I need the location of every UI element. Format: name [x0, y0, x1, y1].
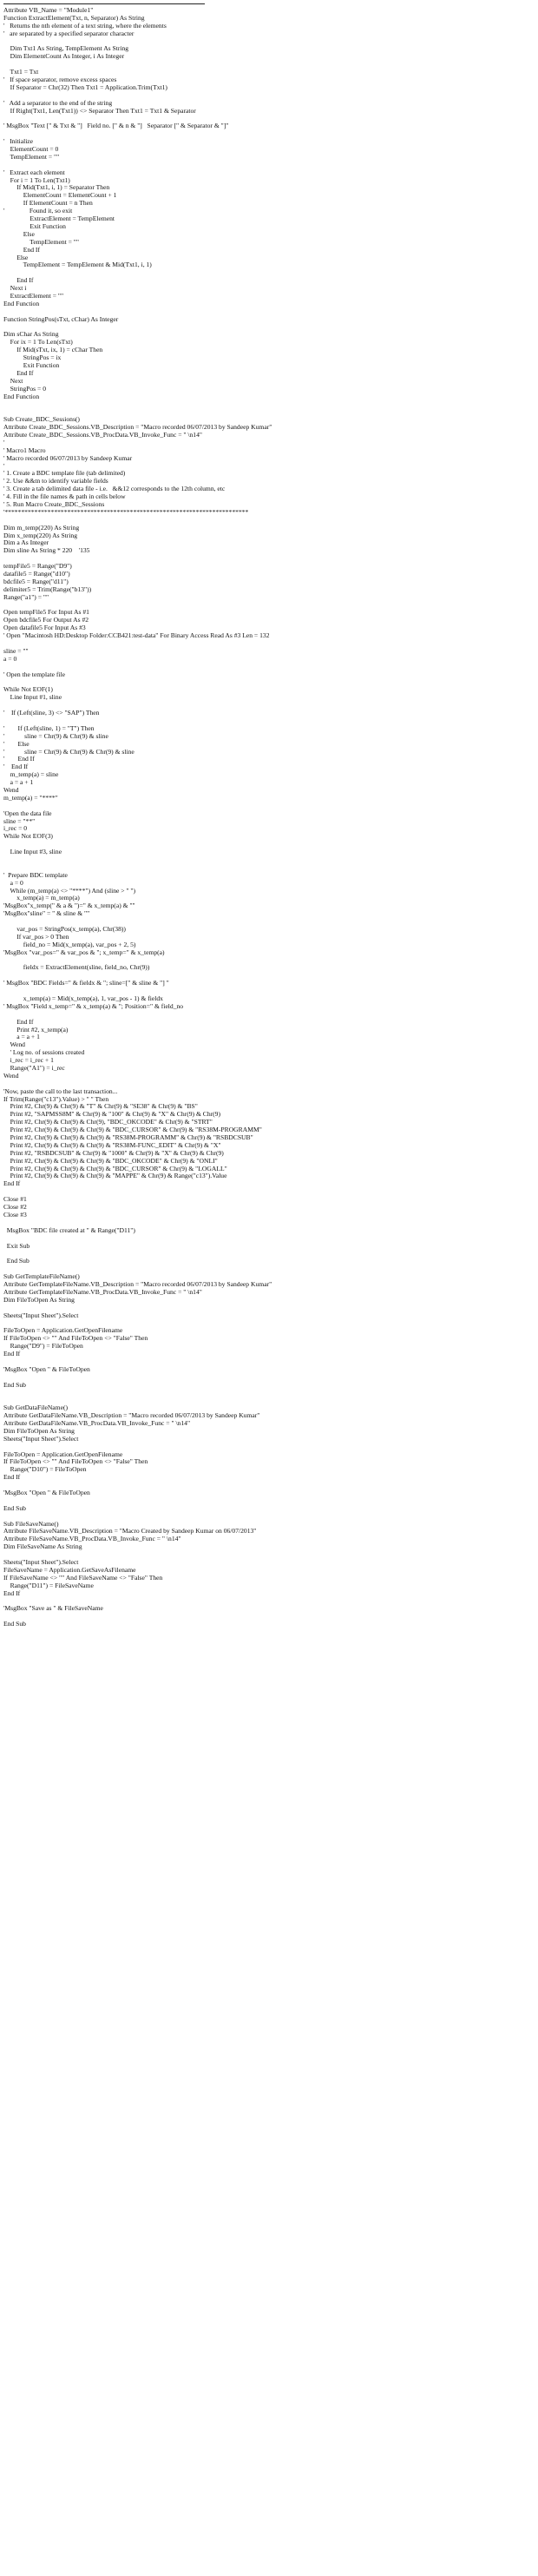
code-line: End Sub: [3, 1504, 26, 1512]
code-line: [3, 408, 535, 416]
code-line: End If: [3, 1180, 21, 1188]
code-line: End If: [3, 246, 40, 254]
code-line: ': [3, 439, 5, 446]
code-line: fieldx = ExtractElement(sline, field_no, Chr(9)): [3, 964, 150, 972]
code-line: ' Prepare BDC template: [3, 871, 68, 879]
code-line: If ElementCount = n Then: [3, 200, 93, 208]
code-line: '**************************************************************************: [3, 508, 249, 516]
code-line: 'MsgBox"x_temp(" & a & ")=" & x_temp(a) & "": [3, 902, 135, 910]
code-line: x_temp(a) = m_temp(a): [3, 895, 80, 902]
code-line: m_temp(a) = "****": [3, 794, 58, 802]
code-line: Line Input #3, sline: [3, 849, 62, 856]
code-line: Dim Txt1 As String, TempElement As String: [3, 45, 129, 53]
code-line: End If: [3, 277, 34, 285]
code-line: Attribute FileSaveName.VB_Description = "Macro Created by Sandeep Kumar on 06/07/2013": [3, 1528, 257, 1536]
code-line: Attribute Create_BDC_Sessions.VB_ProcData.VB_Invoke_Func = " \n14": [3, 431, 202, 439]
code-line: [3, 678, 535, 686]
code-line: Attribute Create_BDC_Sessions.VB_Description = "Macro recorded 06/07/2013 by Sandeep Kumar": [3, 424, 272, 432]
code-line: [3, 1374, 535, 1382]
code-line: Close #3: [3, 1211, 27, 1219]
code-line: ' 1. Create a BDC template file (tab delimited): [3, 470, 126, 478]
code-line: ' MsgBox "Field x_temp=" & x_temp(a) & "; Position=" & field_no: [3, 1002, 184, 1010]
code-line: [3, 38, 535, 46]
code-line: Open bdcfile5 For Output As #2: [3, 617, 89, 624]
code-line: If FileSaveName <> "" And FileSaveName <> "False" Then: [3, 1574, 163, 1582]
code-line: Print #2, Chr(9) & Chr(9) & Chr(9) & "BDC_CURSOR" & Chr(9) & "RS38M-PROGRAMM": [3, 1126, 262, 1134]
code-line: End Sub: [3, 1621, 26, 1628]
code-line: FileToOpen = Application.GetOpenFilename: [3, 1450, 123, 1458]
code-line: MsgBox "BDC file created at " & Range("D11"): [3, 1226, 135, 1234]
code-line: [3, 702, 535, 710]
code-line: If FileToOpen <> "" And FileToOpen <> "False" Then: [3, 1458, 148, 1466]
code-line: [3, 664, 535, 671]
code-line: Range("D11") = FileSaveName: [3, 1582, 94, 1589]
code-line: Print #2, Chr(9) & Chr(9) & Chr(9) & "BDC_OKCODE" & Chr(9) & "ONLI": [3, 1157, 218, 1165]
code-line: ElementCount = ElementCount + 1: [3, 192, 117, 200]
code-line: [3, 717, 535, 725]
code-line: Dim x_temp(220) As String: [3, 532, 78, 539]
top-rule: [3, 3, 205, 4]
code-line: ' If (Left(sline, 1) = "T") Then: [3, 724, 95, 732]
code-line: Else: [3, 230, 35, 238]
code-line: [3, 1319, 535, 1327]
code-line: Next i: [3, 285, 27, 293]
code-line: i_rec = i_rec + 1: [3, 1057, 54, 1065]
code-line: Wend: [3, 786, 19, 794]
code-line: [3, 918, 535, 926]
code-line: ' Open "Macintosh HD:Desktop Folder:CCB421:test-data" For Binary Access Read As #3 Len = 132: [3, 632, 270, 640]
code-line: tempFile5 = Range("D9"): [3, 563, 72, 571]
code-line: x_temp(a) = Mid(x_temp(a), 1, var_pos - 1) & fieldx: [3, 995, 163, 1002]
code-line: a = a + 1: [3, 1034, 40, 1041]
code-line: Dim FileToOpen As String: [3, 1427, 75, 1435]
code-line: [3, 972, 535, 980]
code-line: ' Found it, so exit: [3, 208, 73, 215]
code-line: datafile5 = Range("d10"): [3, 571, 70, 578]
code-line: Next: [3, 377, 23, 385]
code-line: [3, 162, 535, 169]
code-line: [3, 987, 535, 995]
code-line: End If: [3, 369, 34, 377]
code-line: End Function: [3, 393, 40, 400]
code-line: [3, 130, 535, 138]
code-line: Attribute GetTemplateFileName.VB_ProcData.VB_Invoke_Func = " \n14": [3, 1288, 202, 1296]
code-line: Print #2, Chr(9) & Chr(9) & Chr(9) & "RS38M-PROGRAMM" & Chr(9) & "RSBDCSUB": [3, 1134, 253, 1142]
code-line: [3, 1011, 535, 1019]
code-line: Dim ElementCount As Integer, i As Integer: [3, 53, 125, 61]
code-line: [3, 803, 535, 810]
code-line: ' Initialize: [3, 138, 34, 146]
code-line: Sub Create_BDC_Sessions(): [3, 416, 80, 424]
code-line: [3, 517, 535, 525]
code-line: Attribute GetTemplateFileName.VB_Description = "Macro recorded 06/07/2013 by Sandeep Kumar": [3, 1280, 272, 1288]
code-line: If Mid(Txt1, i, 1) = Separator Then: [3, 184, 110, 192]
code-line: 'MsgBox "Open " & FileToOpen: [3, 1489, 90, 1496]
code-line: Wend: [3, 1041, 25, 1049]
code-line: ' Macro recorded 06/07/2013 by Sandeep Kumar: [3, 454, 133, 462]
code-line: StringPos = 0: [3, 385, 47, 393]
code-line: While Not EOF(3): [3, 833, 53, 841]
code-line: Open datafile5 For Input As #3: [3, 624, 86, 632]
code-line: ' 4. Fill in the file names & path in cells below: [3, 493, 126, 501]
code-line: FileToOpen = Application.GetOpenFilename: [3, 1327, 123, 1335]
code-line: Exit Function: [3, 361, 60, 369]
code-line: Exit Function: [3, 222, 66, 230]
code-line: For ix = 1 To Len(sTxt): [3, 339, 73, 347]
code-line: 'MsgBox "Save as " & FileSaveName: [3, 1605, 103, 1613]
code-line: Range("a1") = "": [3, 593, 49, 601]
code-line: bdcfile5 = Range("d11"): [3, 578, 69, 585]
code-line: For i = 1 To Len(Txt1): [3, 176, 70, 184]
code-line: [3, 61, 535, 69]
code-line: m_temp(a) = sline: [3, 771, 59, 779]
code-line: Else: [3, 254, 29, 261]
code-line: a = a + 1: [3, 779, 34, 787]
code-line: a = 0: [3, 655, 17, 663]
code-line: ExtractElement = TempElement: [3, 215, 115, 223]
code-line: ' sline = Chr(9) & Chr(9) & sline: [3, 732, 108, 740]
code-line: ' 2. Use &&tn to identify variable fields: [3, 478, 108, 485]
code-line: Sheets("Input Sheet").Select: [3, 1311, 79, 1319]
code-line: ' Log no. of sessions created: [3, 1049, 85, 1057]
code-line: [3, 1551, 535, 1559]
code-line: field_no = Mid(x_temp(a), var_pos + 2, 5): [3, 941, 136, 948]
code-line: [3, 115, 535, 122]
code-line: Print #2, "SAPMSS8M" & Chr(9) & "100" & Chr(9) & "X" & Chr(9) & Chr(9): [3, 1111, 221, 1119]
code-line: Print #2, Chr(9) & Chr(9) & Chr(9), "BDC_OKCODE" & Chr(9) & "STRT": [3, 1119, 213, 1126]
code-line: [3, 602, 535, 610]
code-line: i_rec = 0: [3, 825, 28, 833]
code-line: ' If space separator, remove excess spaces: [3, 76, 117, 84]
code-line: If FileToOpen <> "" And FileToOpen <> "False" Then: [3, 1335, 148, 1343]
code-line: Attribute GetDataFileName.VB_ProcData.VB_Invoke_Func = " \n14": [3, 1419, 191, 1427]
code-line: [3, 1305, 535, 1312]
code-line: ' sline = Chr(9) & Chr(9) & Chr(9) & sline: [3, 748, 134, 756]
code-line: End Sub: [3, 1258, 30, 1265]
code-line: End If: [3, 1589, 21, 1597]
code-line: Range("A1") = i_rec: [3, 1065, 65, 1073]
code-line: [3, 856, 535, 864]
code-line: [3, 555, 535, 563]
code-line: ' Macro1 Macro: [3, 446, 46, 454]
code-line: Sheets("Input Sheet").Select: [3, 1435, 79, 1443]
code-line: [3, 640, 535, 648]
code-line: Close #1: [3, 1196, 27, 1204]
code-line: ' End If: [3, 756, 35, 763]
code-line: Txt1 = Txt: [3, 69, 39, 76]
code-line: 'MsgBox "Open " & FileToOpen: [3, 1365, 90, 1373]
code-line: [3, 841, 535, 849]
code-line: var_pos = StringPos(x_temp(a), Chr(38)): [3, 925, 126, 933]
code-line: 'MsgBox"sline" = " & sline & "": [3, 910, 90, 918]
code-line: Print #2, "RSBDCSUB" & Chr(9) & "1000" & Chr(9) & "X" & Chr(9) & Chr(9): [3, 1149, 224, 1157]
code-line: If Right(Txt1, Len(Txt1)) <> Separator Then Txt1 = Txt1 & Separator: [3, 107, 196, 115]
code-line: End Sub: [3, 1381, 26, 1389]
code-line: While (m_temp(a) <> "****") And (sline > " "): [3, 887, 136, 895]
code-line: Print #2, x_temp(a): [3, 1026, 69, 1034]
code-line: [3, 308, 535, 316]
code-line: [3, 1443, 535, 1451]
code-line: Function StringPos(sTxt, cChar) As Integer: [3, 315, 119, 323]
code-line: [3, 1597, 535, 1605]
code-line: [3, 92, 535, 100]
code-line: [3, 1080, 535, 1088]
code-line: [3, 324, 535, 332]
code-line: [3, 1482, 535, 1489]
code-line: [3, 1497, 535, 1505]
code-line: If var_pos > 0 Then: [3, 933, 69, 941]
code-line: Dim FileSaveName As String: [3, 1543, 82, 1551]
code-listing: [3, 7, 538, 1628]
code-line: ' End If: [3, 763, 29, 771]
code-line: End If: [3, 1350, 21, 1357]
code-line: If Mid(sTxt, ix, 1) = cChar Then: [3, 347, 103, 354]
code-line: sline = "": [3, 647, 29, 655]
code-line: ' MsgBox "Text [" & Txt & "] Field no. [" & n & "] Separator [" & Separator & "]": [3, 122, 229, 130]
code-line: Sub GetTemplateFileName(): [3, 1273, 80, 1281]
code-line: Wend: [3, 1072, 19, 1080]
code-line: ' If (Left(sline, 3) <> "SAP") Then: [3, 710, 100, 717]
code-line: Range("D9") = FileToOpen: [3, 1343, 83, 1351]
code-line: End If: [3, 1474, 21, 1482]
code-line: [3, 1389, 535, 1397]
code-line: TempElement = "": [3, 153, 60, 161]
code-line: While Not EOF(1): [3, 686, 53, 694]
code-line: Dim sChar As String: [3, 331, 59, 339]
code-line: Attribute GetDataFileName.VB_Description = "Macro recorded 06/07/2013 by Sandeep Kumar": [3, 1412, 260, 1420]
code-line: delimiter5 = Trim(Range("b13")): [3, 585, 92, 593]
code-line: ' 5. Run Macro Create_BDC_Sessions: [3, 501, 105, 508]
code-line: Dim a As Integer: [3, 539, 49, 547]
code-line: ' Add a separator to the end of the string: [3, 99, 113, 107]
code-line: ': [3, 462, 5, 470]
code-line: Print #2, Chr(9) & Chr(9) & "T" & Chr(9) & "SE38" & Chr(9) & "BS": [3, 1103, 198, 1111]
code-line: [3, 1513, 535, 1521]
code-line: ' Else: [3, 740, 30, 748]
code-line: Exit Sub: [3, 1242, 30, 1250]
code-line: [3, 1358, 535, 1366]
code-line: Dim m_temp(220) As String: [3, 524, 80, 532]
code-line: Range("D10") = FileToOpen: [3, 1466, 87, 1474]
code-line: Open tempFile5 For Input As #1: [3, 609, 89, 617]
code-line: Print #2, Chr(9) & Chr(9) & Chr(9) & "RS38M-FUNC_EDIT" & Chr(9) & "X": [3, 1141, 221, 1149]
code-line: [3, 1250, 535, 1258]
code-line: [3, 400, 535, 408]
code-line: Close #2: [3, 1204, 27, 1212]
code-line: [3, 1265, 535, 1273]
code-line: [3, 269, 535, 277]
code-line: Sheets("Input Sheet").Select: [3, 1559, 79, 1567]
code-line: Dim FileToOpen As String: [3, 1296, 75, 1304]
code-line: End Function: [3, 300, 40, 307]
code-line: [3, 1219, 535, 1227]
code-line: [3, 864, 535, 872]
code-line: TempElement = "": [3, 238, 80, 246]
code-line: ' Open the template file: [3, 670, 65, 678]
code-line: ' MsgBox "BDC Fields=" & fieldx & "; sline=[" & sline & "] ": [3, 980, 169, 987]
code-line: a = 0: [3, 879, 23, 887]
code-line: ' Extract each element: [3, 168, 65, 176]
code-line: Dim sline As String * 220 '135: [3, 547, 90, 555]
code-line: 'MsgBox "var_pos=" & var_pos & "; x_temp=" & x_temp(a): [3, 948, 165, 956]
code-line: ' 3. Create a tab delimited data file - i.e. &&12 corresponds to the 12th column, etc: [3, 485, 226, 493]
code-line: [3, 1613, 535, 1621]
code-line: If Separator = Chr(32) Then Txt1 = Application.Trim(Txt1): [3, 83, 167, 91]
code-line: [3, 1235, 535, 1243]
code-line: Sub FileSaveName(): [3, 1520, 59, 1528]
code-line: Print #2, Chr(9) & Chr(9) & Chr(9) & "BDC_CURSOR" & Chr(9) & "LOGALL": [3, 1165, 227, 1172]
code-line: sline = "**": [3, 817, 36, 825]
code-line: Sub GetDataFileName(): [3, 1404, 69, 1412]
code-line: ExtractElement = "": [3, 292, 64, 300]
code-line: Function ExtractElement(Txt, n, Separator) As String: [3, 14, 145, 22]
code-line: ' are separated by a specified separator character: [3, 30, 134, 37]
code-line: [3, 957, 535, 965]
code-line: FileSaveName = Application.GetSaveAsFilename: [3, 1566, 136, 1574]
code-line: [3, 1188, 535, 1196]
code-line: StringPos = ix: [3, 354, 62, 362]
code-line: 'Now, paste the call to the last transaction...: [3, 1087, 118, 1095]
code-line: ' Returns the nth element of a text string, where the elements: [3, 22, 167, 30]
code-line: Attribute FileSaveName.VB_ProcData.VB_Invoke_Func = " \n14": [3, 1536, 181, 1543]
code-line: If Trim(Range("c13").Value) > " " Then: [3, 1095, 109, 1103]
code-line: End If: [3, 1018, 34, 1026]
code-line: 'Open the data file: [3, 809, 52, 817]
code-line: Print #2, Chr(9) & Chr(9) & Chr(9) & "MAPPE" & Chr(9) & Range("c13").Value: [3, 1172, 227, 1180]
code-line: ElementCount = 0: [3, 146, 59, 154]
code-line: Attribute VB_Name = "Module1": [3, 7, 94, 14]
code-line: Line Input #1, sline: [3, 694, 62, 702]
code-line: TempElement = TempElement & Mid(Txt1, i, 1): [3, 261, 152, 269]
code-line: [3, 1397, 535, 1404]
